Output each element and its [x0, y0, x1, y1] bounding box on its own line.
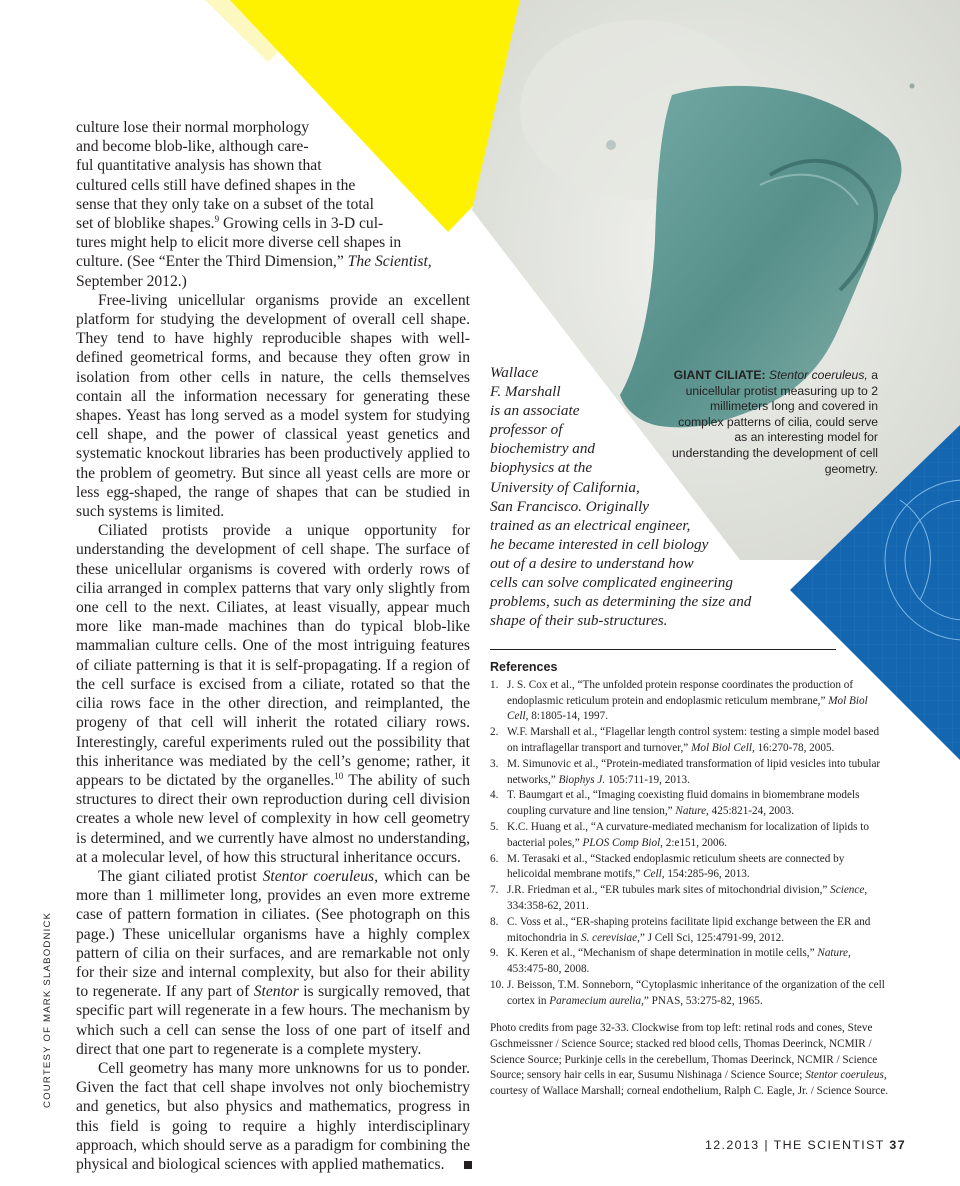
paragraph-conclusion: Cell geometry has many more unknowns for us to ponder. Given the fact that cell shape involves not only biochemistry and genetics, but also physics and mathematics, progress in this field is going to require a highly interdisciplinary approach, which should serve as a paradigm for combining the physical and biological sciences with applied mathematics.	[76, 1059, 470, 1173]
reference-item: 6. M. Terasaki et al., “Stacked endoplasmic reticulum sheets are connected by helicoidal membrane motifs,” Cell, 154:285-96, 2013.	[490, 852, 845, 881]
reference-item: 10. J. Beisson, T.M. Sonneborn, “Cytoplasmic inheritance of the organization of the cell cortex in Paramecium aurelia,” PNAS, 53:275-82, 1965.	[490, 978, 885, 1007]
reference-item: 8. C. Voss et al., “ER-shaping proteins facilitate lipid exchange between the ER and mitochondria in S. cerevisiae,” J Cell Sci, 125:4791-99, 2012.	[490, 915, 871, 944]
references-divider	[490, 649, 836, 650]
reference-item: 9. K. Keren et al., “Mechanism of shape determination in motile cells,” Nature, 453:475-80, 2008.	[490, 947, 851, 976]
references-list	[490, 678, 890, 1010]
paragraph-free-living: Free-living unicellular organisms provide an excellent platform for studying the development of overall cell shape. They tend to have highly reproducible shapes with well-defined geometrical forms, and because they often grow in isolation from other cells in nature, the cells themselves contain all the information necessary for generating these shapes. Yeast has long served as a model system for studying cell shape, and the power of classical yeast genetics and systematic knockout libraries has been productively applied to the problem of geometry. But since all yeast cells are more or less egg-shaped, the range of shapes that can be studied in such systems is limited.	[76, 291, 470, 521]
photo-caption: GIANT CILIATE: Stentor coeruleus, a unicellular protist measuring up to 2 millimeters long and covered in complex patterns of cilia, could serve as an interesting model for understanding the development of cell geometry.	[672, 368, 878, 476]
references-section	[490, 660, 890, 1010]
reference-item: 5. K.C. Huang et al., “A curvature-mediated mechanism for localization of lipids to bacterial poles,” PLOS Comp Biol, 2:e151, 2006.	[490, 820, 869, 849]
paragraph-ciliated-protists: Ciliated protists provide a unique opportunity for understanding the development of cell shape. The surface of these unicellular organisms is covered with orderly rows of cilia arranged in complex patterns that vary only slightly from one cell to the next. Ciliates, at least visually, appear much more like man-made machines than do typical blob-like mammalian culture cells. One of the most intriguing features of ciliate patterning is that it is self-propagating. If a region of the cell surface is excised from a ciliate, rotated so that the cilia rows face in the other direction, and reimplanted, the progeny of that cell will inherit the rotated ciliary rows. Interestingly, careful experiments ruled out the possibility that this inheritance was mediated by the cell’s genome; rather, it appears to be dictated by the organelles.$^{10}$ The ability of such structures to direct their own reproduction during cell division creates a whole new level of complexity in how cell geometry is determined, and we currently have almost no understanding, at a molecular level, of how this structural inheritance occurs.	[76, 522, 470, 866]
photo-credits: Photo credits from page 32-33. Clockwise from top left: retinal rods and cones, Steve Gschmeissner / Science Source; stacked red blood cells, Thomas Deerinck, NCMIR / Science Source; Purkinje cells in the cerebellum, Thomas Deerinck, NCMIR / Science Source; sensory hair cells in ear, Susumu Nishinaga / Science Source; Stentor coeruleus, courtesy of Wallace Marshall; corneal endothelium, Ralph C. Eagle, Jr. / Science Source.	[490, 1022, 889, 1098]
reference-item: 3. M. Simunovic et al., “Protein-mediated transformation of lipid vesicles into tubular networks,” Biophys J. 105:711-19, 2013.	[490, 757, 881, 786]
reference-item: 2. W.F. Marshall et al., “Flagellar length control system: testing a simple model based on intraflagellar transport and turnover,” Mol Biol Cell, 16:270-78, 2005.	[490, 726, 880, 754]
intro-paragraph: culture lose their normal morphology and become blob-like, although care- ful quantitative analysis has shown that cultured cells still have defined shapes in the sense that they only take on a subset of the total set of bloblike shapes.$^9$ Growing cells in 3-D cul- tures might help to elicit more diverse cell shapes in culture. (See “Enter the Third Dimension,” The Scientist, September 2012.)	[76, 119, 432, 290]
reference-item: 4. T. Baumgart et al., “Imaging coexisting fluid domains in biomembrane models coupling curvature and line tension,” Nature, 425:821-24, 2003.	[490, 789, 860, 818]
reference-item: 1. J. S. Cox et al., “The unfolded protein response coordinates the production of endoplasmic reticulum protein and endoplasmic reticulum membrane,” Mol Biol Cell, 8:1805-14, 1997.	[490, 678, 868, 723]
references-heading: References	[490, 660, 558, 674]
reference-item: 7. J.R. Friedman et al., “ER tubules mark sites of mitochondrial division,” Science, 334:358-62, 2011.	[490, 884, 868, 912]
side-credit: COURTESY OF MARK SLABODNICK	[42, 911, 53, 1108]
page-footer: 12.2013 | THE SCIENTIST 37	[704, 1138, 906, 1152]
page-number: 37	[889, 1138, 906, 1152]
magazine-name: THE SCIENTIST	[773, 1138, 885, 1152]
issue-date: 12.2013	[704, 1138, 760, 1152]
article-body	[76, 118, 470, 1174]
end-mark-icon	[464, 1161, 472, 1169]
paragraph-stentor: The giant ciliated protist Stentor coeruleus, which can be more than 1 millimeter long, provides an even more extreme case of pattern formation in ciliates. (See photograph on this page.) These unicellular organisms have a highly complex pattern of cilia on their surfaces, and are remarkable not only for their size and internal complexity, but also for their ability to regenerate. If any part of Stentor is surgically removed, that specific part will regenerate in a few hours. The mechanism by which such a cell can sense the loss of one part of itself and direct that one part to regenerate is a complete mystery.	[76, 867, 470, 1058]
author-bio: Wallace F. Marshall is an associate professor of biochemistry and biophysics at the University of California, San Francisco. Originally trained as an electrical engineer, he became interested in cell biology out of a desire to understand how cells can solve complicated engineering problems, such as determining the size and shape of their sub-structures.	[490, 364, 752, 630]
